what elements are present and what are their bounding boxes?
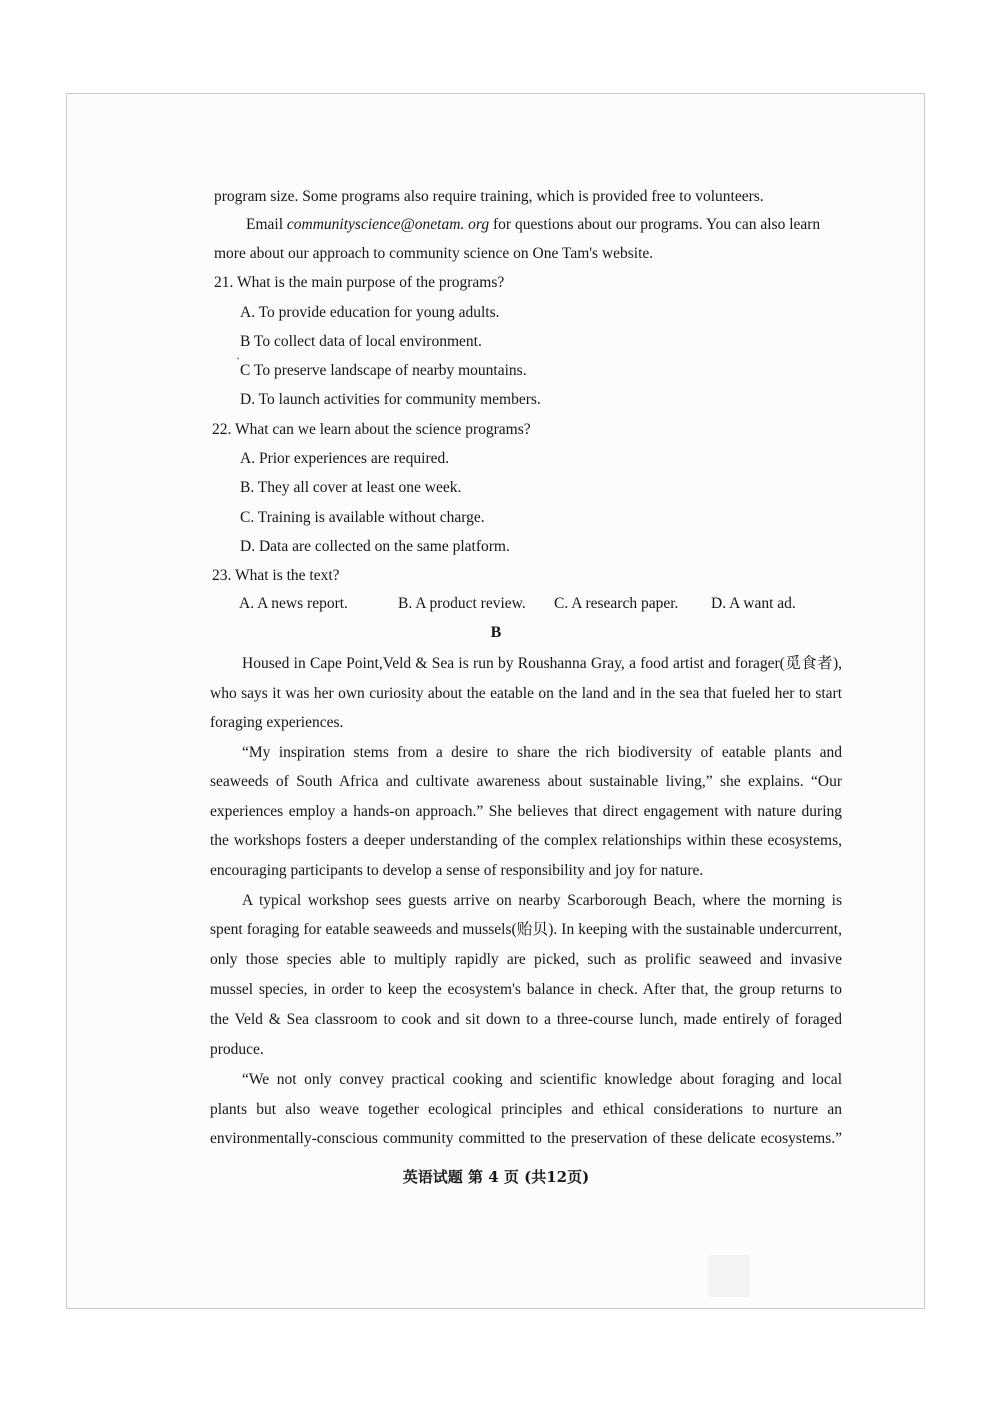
answer-option: D. To launch activities for community members.: [240, 391, 541, 408]
passage-line: “We not only convey practical cooking and scientific knowledge about foraging and local: [242, 1071, 842, 1088]
answer-option: A. Prior experiences are required.: [240, 450, 450, 467]
passage-line: “My inspiration stems from a desire to share the rich biodiversity of eatable plants and: [242, 744, 842, 761]
scan-smudge: [708, 1255, 750, 1297]
answer-option: C. Training is available without charge.: [240, 509, 485, 526]
passage-line: mussel species, in order to keep the ecosystem's balance in check. After that, the group returns to: [210, 981, 842, 998]
passage-line: produce.: [210, 1041, 264, 1058]
answer-option: A. To provide education for young adults.: [240, 304, 500, 321]
passage-line: plants but also weave together ecological principles and ethical considerations to nurture an: [210, 1101, 842, 1118]
passage-line: the workshops fosters a deeper understanding of the complex relationships within these ecosystems,: [210, 832, 842, 849]
question-stem: 22. What can we learn about the science programs?: [212, 421, 531, 438]
passage-line: the Veld & Sea classroom to cook and sit down to a three-course lunch, made entirely of foraged: [210, 1011, 842, 1028]
passage-line: spent foraging for eatable seaweeds and mussels(贻贝). In keeping with the sustainable undercurrent,: [210, 921, 842, 938]
passage-line: foraging experiences.: [210, 714, 344, 731]
passage-line: environmentally-conscious community committed to the preservation of these delicate ecosystems.”: [210, 1130, 842, 1147]
passage-line: experiences employ a hands-on approach.” She believes that direct engagement with nature during: [210, 803, 842, 820]
answer-option: B To collect data of local environment.: [240, 333, 482, 350]
answer-option: C To preserve landscape of nearby mountains.: [240, 362, 527, 379]
email-address: communityscience@onetam. org: [286, 216, 490, 233]
passage-line: only those species able to multiply rapidly are picked, such as prolific seaweed and invasive: [210, 951, 842, 968]
passage-line: who says it was her own curiosity about the eatable on the land and in the sea that fueled her to start: [210, 685, 842, 702]
question-stem: 23. What is the text?: [212, 567, 340, 584]
answer-option: B. A product review.: [398, 595, 526, 612]
passage-line: seaweeds of South Africa and cultivate awareness about sustainable living,” she explains. “Our: [210, 773, 842, 790]
pen-tick-mark: `: [236, 355, 240, 369]
answer-option: D. Data are collected on the same platform.: [240, 538, 510, 555]
passage-line: more about our approach to community science on One Tam's website.: [214, 245, 654, 262]
question-stem: 21. What is the main purpose of the programs?: [214, 274, 505, 291]
passage-line: program size. Some programs also require training, which is provided free to volunteers.: [214, 188, 764, 205]
passage-line-email: Email communityscience@onetam. org for questions about our programs. You can also learn: [246, 216, 821, 233]
answer-option: C. A research paper.: [554, 595, 679, 612]
answer-option: A. A news report.: [239, 595, 348, 612]
passage-line: A typical workshop sees guests arrive on nearby Scarborough Beach, where the morning is: [242, 892, 842, 909]
page-footer: 英语试题 第 4 页 (共12页): [402, 1168, 590, 1186]
answer-option: B. They all cover at least one week.: [240, 479, 462, 496]
passage-line: encouraging participants to develop a sense of responsibility and joy for nature.: [210, 862, 704, 879]
answer-option: D. A want ad.: [711, 595, 796, 612]
passage-line: Housed in Cape Point,Veld & Sea is run by Roushanna Gray, a food artist and forager(觅食者),: [242, 655, 842, 672]
section-heading: B: [490, 624, 502, 641]
